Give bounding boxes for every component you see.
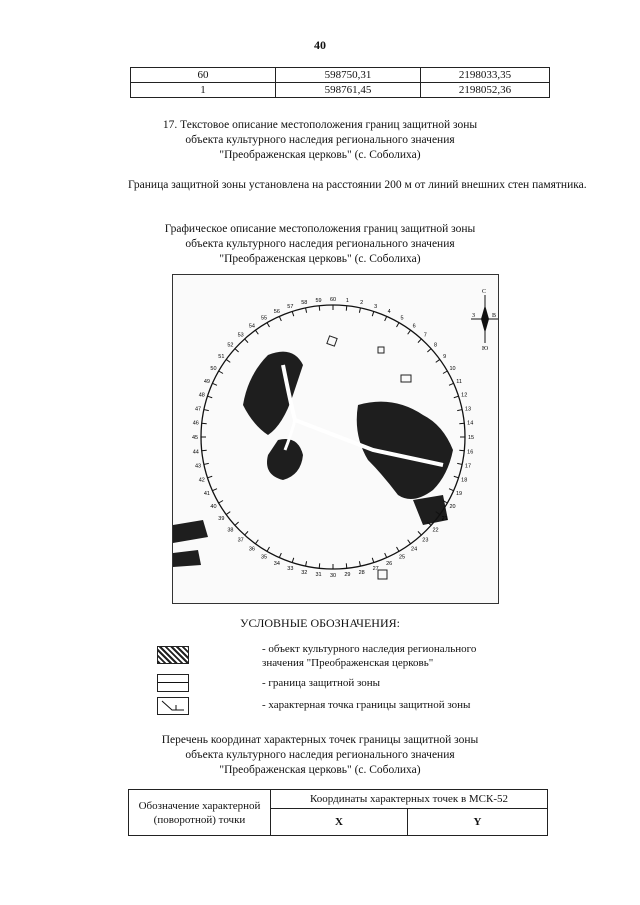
boundary-point-label: 11 (456, 378, 462, 385)
boundary-point-label: 33 (287, 566, 294, 573)
boundary-point-tick (418, 531, 421, 535)
boundary-point-tick (459, 423, 464, 424)
boundary-point-label: 4 (387, 308, 391, 315)
boundary-point-tick (292, 558, 294, 563)
legend-point-swatch (157, 697, 189, 715)
boundary-paragraph: Граница защитной зоны установлена на расстоянии 200 м от линий внешних стен памятника. (128, 179, 587, 191)
legend-boundary-text: - граница защитной зоны (262, 677, 381, 689)
legend-text-line: значения "Преображенская церковь" (262, 657, 434, 669)
table-cell: 1 (131, 83, 276, 98)
table-cell: 2198033,35 (421, 68, 550, 83)
boundary-point-label: 36 (248, 546, 255, 553)
section-17-heading (0, 118, 640, 163)
protection-zone-map (172, 274, 499, 604)
boundary-point-label: 39 (218, 516, 225, 523)
boundary-point-tick (245, 339, 248, 343)
boundary-point-label: 2 (360, 300, 364, 307)
boundary-point-label: 41 (203, 491, 210, 498)
boundary-point-tick (245, 531, 248, 535)
boundary-point-tick (207, 396, 212, 398)
table-row (131, 68, 550, 83)
boundary-point-tick (319, 563, 320, 568)
boundary-point-label: 48 (198, 392, 205, 399)
boundary-point-label: 47 (194, 406, 202, 413)
boundary-point-tick (202, 450, 207, 451)
heading-line: объекта культурного наследия регионального значения (185, 749, 455, 761)
compass-icon (471, 295, 498, 343)
boundary-point-label: 35 (260, 554, 268, 561)
boundary-point-label: 30 (329, 573, 337, 579)
boundary-point-tick (306, 308, 307, 313)
boundary-point-label: 29 (344, 572, 351, 579)
boundary-point-tick (219, 501, 223, 504)
boundary-point-label: 19 (456, 491, 463, 498)
heading-line: объекта культурного наследия регионального значения (185, 134, 455, 146)
boundary-point-tick (385, 316, 387, 321)
boundary-point-tick (359, 561, 360, 566)
boundary-point-tick (279, 553, 281, 558)
boundary-point-label: 27 (372, 566, 379, 573)
boundary-point-label: 51 (218, 353, 225, 360)
page-number: 40 (314, 38, 326, 52)
heading-line: Графическое описание местоположения границ защитной зоны (164, 223, 476, 235)
boundary-point-tick (443, 371, 447, 374)
map-drawing (173, 275, 498, 603)
boundary-point-tick (457, 463, 462, 464)
boundary-point-tick (397, 323, 400, 327)
boundary-point-label: 15 (467, 435, 475, 441)
boundary-point-label: 57 (287, 303, 294, 310)
boundary-point-label: 34 (273, 561, 280, 568)
boundary-point-tick (346, 306, 347, 311)
heading-line: "Преображенская церковь" (с. Соболиха) (219, 764, 421, 776)
legend-point-text: - характерная точка границы защитной зоны (262, 699, 471, 711)
boundary-point-label: 54 (248, 323, 255, 330)
boundary-point-tick (226, 512, 230, 515)
boundary-point-label: 12 (461, 392, 468, 399)
boundary-point-label: 60 (329, 297, 337, 303)
boundary-point-label: 26 (386, 561, 393, 568)
compass-label: З (472, 313, 476, 319)
boundary-point-tick (255, 540, 258, 544)
boundary-point-tick (385, 553, 387, 558)
heading-line: Перечень координат характерных точек границы защитной зоны (161, 734, 479, 746)
table-cell: 598750,31 (276, 68, 421, 83)
boundary-point-label: 20 (449, 504, 456, 510)
boundary-point-tick (207, 476, 212, 478)
boundary-point-tick (457, 410, 462, 411)
boundary-point-label: 32 (301, 569, 308, 576)
boundary-point-label: 3 (374, 303, 378, 310)
boundary-point-label: 5 (400, 315, 404, 322)
boundary-point-label: 50 (210, 366, 217, 372)
boundary-point-tick (267, 323, 270, 327)
heading-line: "Преображенская церковь" (с. Соболиха) (219, 253, 421, 265)
boundary-point-label: 40 (210, 504, 217, 510)
boundary-point-tick (454, 396, 459, 398)
compass-label: С (482, 289, 487, 295)
boundary-point-label: 59 (315, 297, 322, 304)
boundary-point-tick (204, 463, 209, 464)
boundary-point-label: 10 (449, 366, 456, 372)
legend-boundary-swatch (157, 674, 189, 692)
boundary-point-label: 16 (467, 449, 474, 456)
boundary-point-tick (212, 489, 217, 491)
boundary-point-label: 9 (443, 353, 447, 360)
boundary-point-label: 23 (422, 537, 429, 544)
coordinates-header: Координаты характерных точек в МСК-52 (271, 790, 548, 809)
boundary-point-label: 38 (227, 527, 234, 534)
graphic-description-heading (0, 222, 640, 267)
boundary-point-tick (397, 547, 400, 551)
table-cell: 2198052,36 (421, 83, 550, 98)
boundary-point-label: 55 (260, 315, 268, 322)
boundary-point-label: 46 (192, 420, 199, 427)
legend-text-line: - объект культурного наследия регионального (262, 643, 477, 655)
boundary-point-tick (235, 522, 239, 525)
boundary-point-tick (204, 410, 209, 411)
coordinates-table-top (130, 67, 550, 98)
boundary-point-tick (427, 349, 431, 352)
boundary-point-label: 14 (467, 420, 474, 427)
boundary-point-label: 52 (227, 342, 234, 349)
boundary-point-tick (306, 561, 307, 566)
boundary-point-label: 37 (237, 537, 244, 544)
boundary-point-tick (226, 359, 230, 362)
point-marker-icon (158, 698, 188, 714)
boundary-point-label: 56 (273, 308, 280, 315)
boundary-point-tick (346, 563, 347, 568)
boundary-point-label: 53 (237, 332, 244, 339)
boundary-point-tick (319, 306, 320, 311)
boundary-point-tick (372, 558, 374, 563)
boundary-point-label: 31 (315, 572, 322, 579)
legend-heritage-text (262, 642, 476, 670)
boundary-point-tick (212, 383, 217, 385)
boundary-point-label: 25 (398, 554, 406, 561)
boundary-point-label: 1 (345, 297, 349, 304)
boundary-point-tick (292, 311, 294, 316)
boundary-point-label: 18 (461, 477, 468, 484)
boundary-point-label: 21 (441, 516, 448, 523)
boundary-point-label: 17 (464, 463, 472, 470)
table-cell: 60 (131, 68, 276, 83)
boundary-point-label: 28 (358, 569, 365, 576)
coordinates-list-heading (0, 733, 640, 778)
boundary-point-label: 24 (411, 546, 418, 553)
boundary-point-tick (219, 371, 223, 374)
boundary-point-tick (372, 311, 374, 316)
heading-line: 17. Текстовое описание местоположения границ защитной зоны (162, 119, 478, 131)
boundary-point-label: 44 (192, 449, 199, 456)
boundary-point-label: 8 (434, 342, 438, 349)
boundary-point-tick (459, 450, 464, 451)
table-cell: 598761,45 (276, 83, 421, 98)
boundary-point-label: 45 (191, 435, 199, 441)
heading-line: "Преображенская церковь" (с. Соболиха) (219, 149, 421, 161)
point-designation-header: Обозначение характерной (поворотной) точки (129, 790, 271, 836)
boundary-point-label: 58 (301, 300, 308, 307)
boundary-point-label: 7 (423, 332, 427, 339)
boundary-point-label: 42 (198, 477, 205, 484)
boundary-point-tick (255, 330, 258, 334)
compass-label: Ю (482, 346, 489, 352)
boundary-point-tick (418, 339, 421, 343)
compass-label: В (492, 313, 497, 319)
legend-title: УСЛОВНЫЕ ОБОЗНАЧЕНИЯ: (240, 616, 400, 630)
boundary-point-label: 6 (412, 323, 416, 330)
heading-line: объекта культурного наследия регионального значения (185, 238, 455, 250)
table-row (131, 83, 550, 98)
boundary-point-tick (359, 308, 360, 313)
boundary-point-tick (235, 349, 239, 352)
boundary-point-tick (408, 540, 411, 544)
boundary-point-label: 22 (432, 527, 439, 534)
boundary-point-tick (408, 330, 411, 334)
boundary-point-tick (279, 316, 281, 321)
x-column-header: X (271, 809, 408, 836)
boundary-point-label: 49 (203, 378, 210, 385)
y-column-header: Y (408, 809, 548, 836)
boundary-point-label: 43 (194, 463, 202, 470)
boundary-point-tick (436, 359, 440, 362)
boundary-point-tick (449, 383, 454, 385)
table-row (129, 790, 548, 809)
coordinates-table-header (128, 789, 548, 836)
boundary-point-tick (454, 476, 459, 478)
boundary-point-tick (267, 547, 270, 551)
boundary-point-tick (202, 423, 207, 424)
legend-heritage-swatch (157, 646, 189, 664)
boundary-point-tick (449, 489, 454, 491)
boundary-point-label: 13 (464, 406, 472, 413)
